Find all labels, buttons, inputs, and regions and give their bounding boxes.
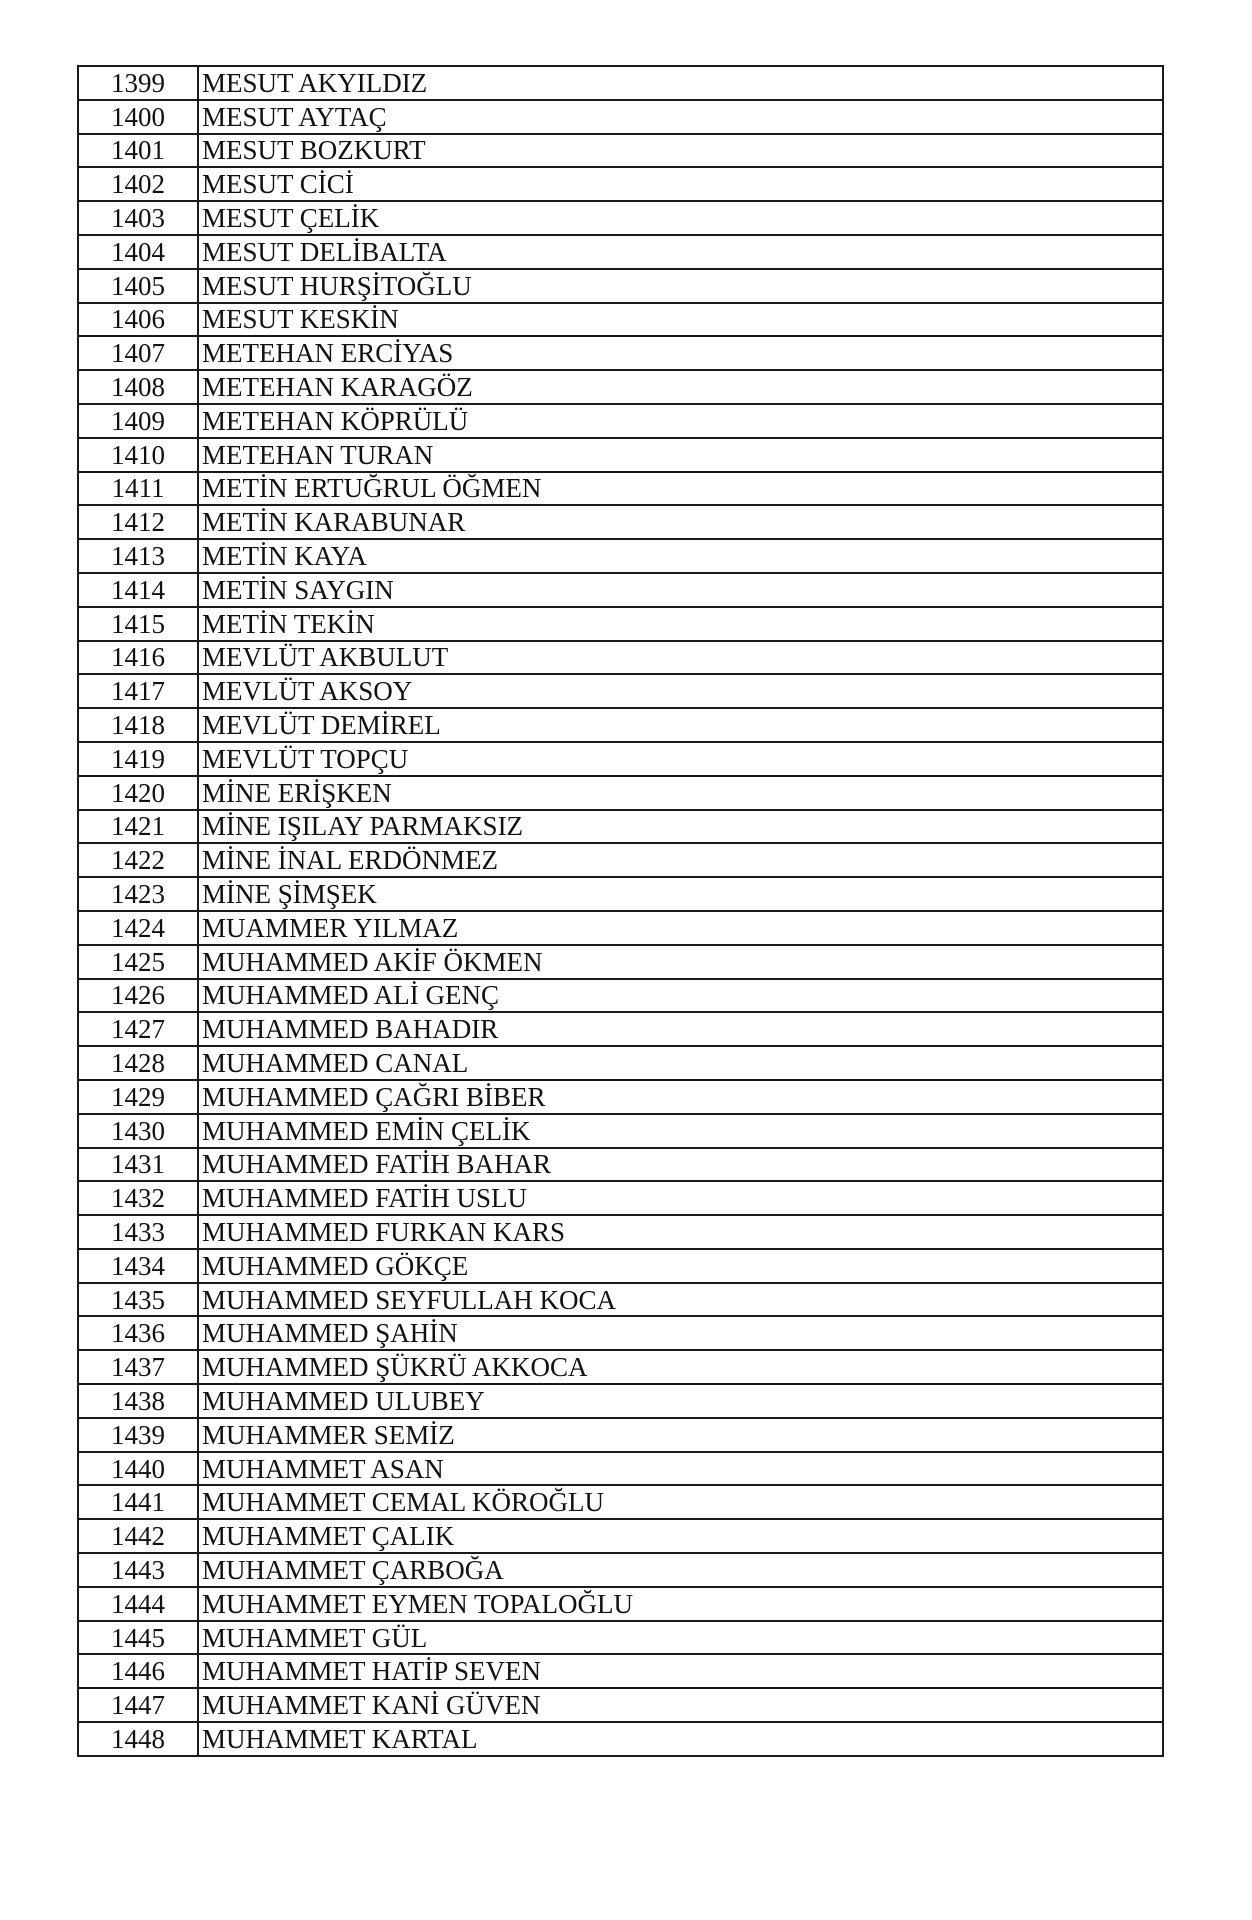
person-name-cell: METEHAN KARAGÖZ <box>198 370 1163 404</box>
row-number-cell: 1431 <box>78 1148 198 1182</box>
table-row <box>78 1350 1163 1384</box>
table-row <box>78 1283 1163 1317</box>
names-table <box>77 65 1164 1757</box>
row-number-cell: 1442 <box>78 1519 198 1553</box>
person-name-cell: MUHAMMED ALİ GENÇ <box>198 979 1163 1013</box>
table-row <box>78 505 1163 539</box>
table-row <box>78 134 1163 168</box>
person-name-cell: METİN SAYGIN <box>198 573 1163 607</box>
row-number-cell: 1424 <box>78 911 198 945</box>
table-row <box>78 708 1163 742</box>
table-row <box>78 269 1163 303</box>
row-number-cell: 1439 <box>78 1418 198 1452</box>
table-row <box>78 1553 1163 1587</box>
table-row <box>78 438 1163 472</box>
row-number-cell: 1415 <box>78 607 198 641</box>
row-number-cell: 1420 <box>78 776 198 810</box>
person-name-cell: MUHAMMET ÇARBOĞA <box>198 1553 1163 1587</box>
person-name-cell: MİNE İNAL ERDÖNMEZ <box>198 843 1163 877</box>
person-name-cell: MUHAMMED BAHADIR <box>198 1012 1163 1046</box>
person-name-cell: METİN TEKİN <box>198 607 1163 641</box>
row-number-cell: 1446 <box>78 1654 198 1688</box>
table-row <box>78 1452 1163 1486</box>
row-number-cell: 1434 <box>78 1249 198 1283</box>
person-name-cell: MUHAMMET ASAN <box>198 1452 1163 1486</box>
table-row <box>78 1080 1163 1114</box>
table-row <box>78 472 1163 506</box>
person-name-cell: MUHAMMED ÇAĞRI BİBER <box>198 1080 1163 1114</box>
person-name-cell: MUHAMMED ŞÜKRÜ AKKOCA <box>198 1350 1163 1384</box>
table-row <box>78 810 1163 844</box>
row-number-cell: 1408 <box>78 370 198 404</box>
person-name-cell: MUAMMER YILMAZ <box>198 911 1163 945</box>
table-row <box>78 877 1163 911</box>
row-number-cell: 1427 <box>78 1012 198 1046</box>
row-number-cell: 1418 <box>78 708 198 742</box>
person-name-cell: MUHAMMET HATİP SEVEN <box>198 1654 1163 1688</box>
person-name-cell: MESUT AKYILDIZ <box>198 66 1163 100</box>
row-number-cell: 1407 <box>78 336 198 370</box>
row-number-cell: 1411 <box>78 472 198 506</box>
table-row <box>78 235 1163 269</box>
person-name-cell: MESUT HURŞİTOĞLU <box>198 269 1163 303</box>
person-name-cell: MUHAMMER SEMİZ <box>198 1418 1163 1452</box>
table-row <box>78 1587 1163 1621</box>
person-name-cell: METEHAN TURAN <box>198 438 1163 472</box>
person-name-cell: MUHAMMET KARTAL <box>198 1722 1163 1756</box>
row-number-cell: 1429 <box>78 1080 198 1114</box>
person-name-cell: MEVLÜT AKBULUT <box>198 641 1163 675</box>
table-row <box>78 370 1163 404</box>
person-name-cell: MUHAMMED FATİH USLU <box>198 1181 1163 1215</box>
person-name-cell: MEVLÜT TOPÇU <box>198 742 1163 776</box>
row-number-cell: 1409 <box>78 404 198 438</box>
table-row <box>78 1249 1163 1283</box>
table-row <box>78 66 1163 100</box>
person-name-cell: MUHAMMED GÖKÇE <box>198 1249 1163 1283</box>
row-number-cell: 1403 <box>78 201 198 235</box>
table-row <box>78 1012 1163 1046</box>
table-row <box>78 674 1163 708</box>
table-row <box>78 1519 1163 1553</box>
row-number-cell: 1438 <box>78 1384 198 1418</box>
row-number-cell: 1399 <box>78 66 198 100</box>
table-row <box>78 539 1163 573</box>
table-row <box>78 742 1163 776</box>
person-name-cell: MUHAMMED FURKAN KARS <box>198 1215 1163 1249</box>
row-number-cell: 1419 <box>78 742 198 776</box>
row-number-cell: 1422 <box>78 843 198 877</box>
row-number-cell: 1430 <box>78 1114 198 1148</box>
row-number-cell: 1445 <box>78 1621 198 1655</box>
table-row <box>78 1046 1163 1080</box>
person-name-cell: MUHAMMED SEYFULLAH KOCA <box>198 1283 1163 1317</box>
table-row <box>78 1384 1163 1418</box>
person-name-cell: MUHAMMET EYMEN TOPALOĞLU <box>198 1587 1163 1621</box>
table-row <box>78 336 1163 370</box>
row-number-cell: 1441 <box>78 1485 198 1519</box>
table-row <box>78 776 1163 810</box>
person-name-cell: MUHAMMET ÇALIK <box>198 1519 1163 1553</box>
table-row <box>78 1722 1163 1756</box>
person-name-cell: MUHAMMED AKİF ÖKMEN <box>198 945 1163 979</box>
row-number-cell: 1433 <box>78 1215 198 1249</box>
person-name-cell: MUHAMMET CEMAL KÖROĞLU <box>198 1485 1163 1519</box>
person-name-cell: MUHAMMED ŞAHİN <box>198 1316 1163 1350</box>
row-number-cell: 1426 <box>78 979 198 1013</box>
table-row <box>78 1148 1163 1182</box>
person-name-cell: METİN KAYA <box>198 539 1163 573</box>
person-name-cell: MESUT CİCİ <box>198 167 1163 201</box>
row-number-cell: 1432 <box>78 1181 198 1215</box>
person-name-cell: MİNE ŞİMŞEK <box>198 877 1163 911</box>
table-row <box>78 573 1163 607</box>
row-number-cell: 1421 <box>78 810 198 844</box>
person-name-cell: MUHAMMED EMİN ÇELİK <box>198 1114 1163 1148</box>
person-name-cell: MESUT AYTAÇ <box>198 100 1163 134</box>
table-row <box>78 979 1163 1013</box>
row-number-cell: 1417 <box>78 674 198 708</box>
table-row <box>78 1485 1163 1519</box>
row-number-cell: 1416 <box>78 641 198 675</box>
person-name-cell: METİN ERTUĞRUL ÖĞMEN <box>198 472 1163 506</box>
person-name-cell: MESUT ÇELİK <box>198 201 1163 235</box>
table-row <box>78 1215 1163 1249</box>
table-row <box>78 1621 1163 1655</box>
table-row <box>78 843 1163 877</box>
person-name-cell: MESUT KESKİN <box>198 303 1163 337</box>
table-row <box>78 1654 1163 1688</box>
row-number-cell: 1404 <box>78 235 198 269</box>
table-row <box>78 641 1163 675</box>
row-number-cell: 1447 <box>78 1688 198 1722</box>
person-name-cell: METİN KARABUNAR <box>198 505 1163 539</box>
row-number-cell: 1436 <box>78 1316 198 1350</box>
table-row <box>78 201 1163 235</box>
person-name-cell: MUHAMMED FATİH BAHAR <box>198 1148 1163 1182</box>
table-row <box>78 911 1163 945</box>
table-row <box>78 1114 1163 1148</box>
table-row <box>78 945 1163 979</box>
table-row <box>78 1418 1163 1452</box>
person-name-cell: MEVLÜT DEMİREL <box>198 708 1163 742</box>
row-number-cell: 1401 <box>78 134 198 168</box>
row-number-cell: 1410 <box>78 438 198 472</box>
row-number-cell: 1440 <box>78 1452 198 1486</box>
row-number-cell: 1406 <box>78 303 198 337</box>
table-row <box>78 1688 1163 1722</box>
person-name-cell: MEVLÜT AKSOY <box>198 674 1163 708</box>
person-name-cell: MUHAMMED CANAL <box>198 1046 1163 1080</box>
row-number-cell: 1428 <box>78 1046 198 1080</box>
row-number-cell: 1400 <box>78 100 198 134</box>
row-number-cell: 1414 <box>78 573 198 607</box>
row-number-cell: 1412 <box>78 505 198 539</box>
table-row <box>78 1181 1163 1215</box>
person-name-cell: MUHAMMET GÜL <box>198 1621 1163 1655</box>
person-name-cell: MİNE ERİŞKEN <box>198 776 1163 810</box>
person-name-cell: MESUT BOZKURT <box>198 134 1163 168</box>
person-name-cell: MESUT DELİBALTA <box>198 235 1163 269</box>
table-row <box>78 100 1163 134</box>
row-number-cell: 1437 <box>78 1350 198 1384</box>
row-number-cell: 1423 <box>78 877 198 911</box>
person-name-cell: MUHAMMED ULUBEY <box>198 1384 1163 1418</box>
person-name-cell: METEHAN KÖPRÜLÜ <box>198 404 1163 438</box>
row-number-cell: 1413 <box>78 539 198 573</box>
table-row <box>78 167 1163 201</box>
row-number-cell: 1402 <box>78 167 198 201</box>
person-name-cell: METEHAN ERCİYAS <box>198 336 1163 370</box>
names-table-body <box>78 66 1163 1756</box>
table-row <box>78 404 1163 438</box>
row-number-cell: 1405 <box>78 269 198 303</box>
table-row <box>78 303 1163 337</box>
row-number-cell: 1425 <box>78 945 198 979</box>
table-row <box>78 1316 1163 1350</box>
table-row <box>78 607 1163 641</box>
person-name-cell: MUHAMMET KANİ GÜVEN <box>198 1688 1163 1722</box>
row-number-cell: 1444 <box>78 1587 198 1621</box>
row-number-cell: 1448 <box>78 1722 198 1756</box>
person-name-cell: MİNE IŞILAY PARMAKSIZ <box>198 810 1163 844</box>
row-number-cell: 1435 <box>78 1283 198 1317</box>
row-number-cell: 1443 <box>78 1553 198 1587</box>
